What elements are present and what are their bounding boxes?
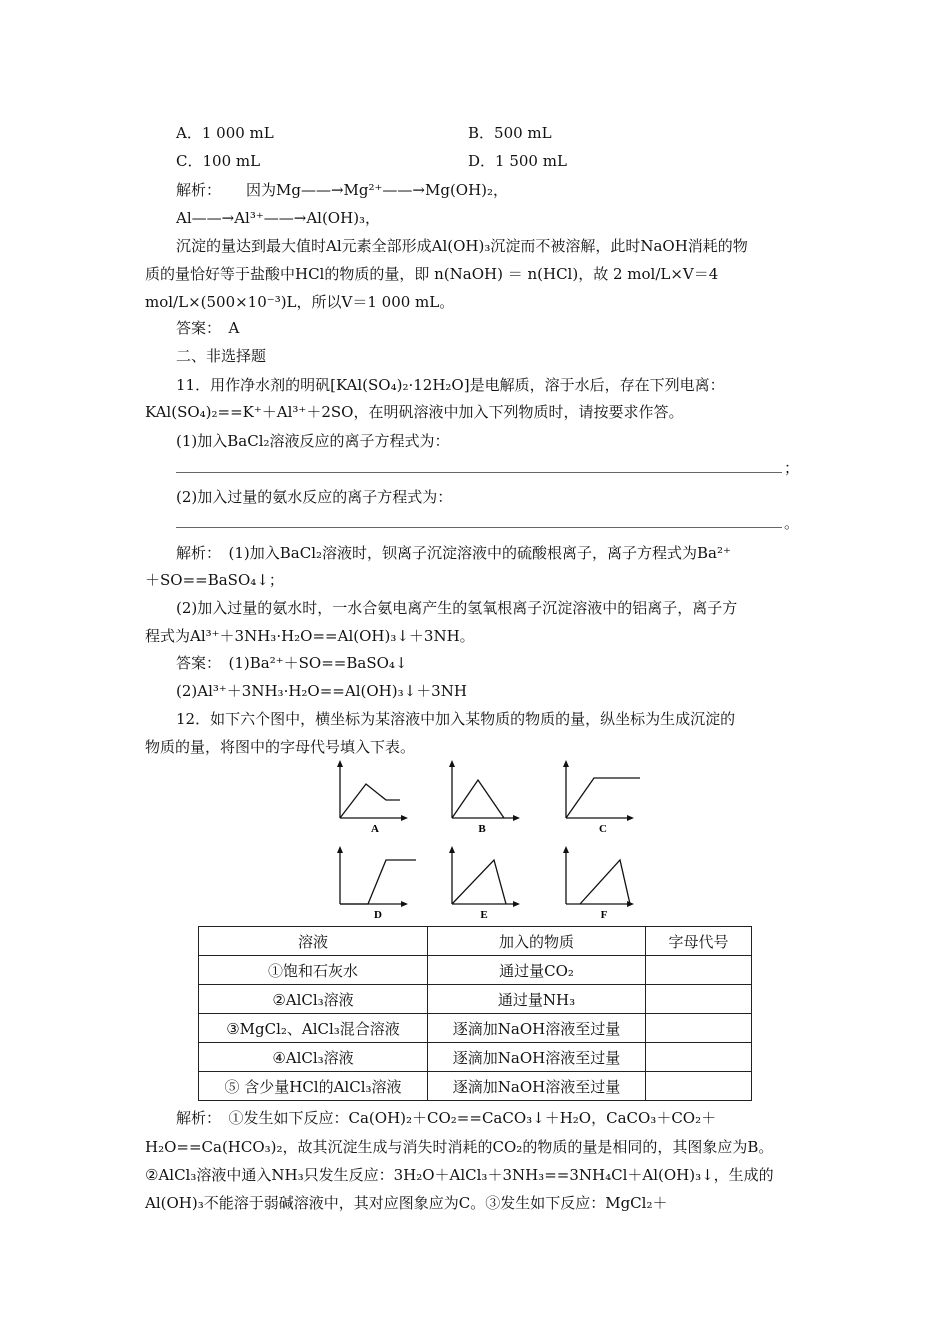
table-header: 字母代号	[646, 927, 752, 956]
q10-explanation-line-1: 因为Mg——→Mg²⁺——→Mg(OH)₂，	[246, 181, 509, 199]
table-cell-added: 逐滴加NaOH溶液至过量	[428, 1014, 646, 1043]
table-row	[199, 1072, 752, 1101]
q10-answer: 答案： A	[176, 319, 240, 337]
table-header: 溶液	[199, 927, 428, 956]
q11-part-2: (2)加入过量的氨水反应的离子方程式为：	[176, 488, 453, 506]
table-row	[199, 1014, 752, 1043]
q12-stem-line-2: 物质的量，将图中的字母代号填入下表。	[145, 738, 416, 756]
q12-explanation-line-1: 解析： ①发生如下反应：Ca(OH)₂＋CO₂==CaCO₃↓＋H₂O，CaCO₃＋CO₂＋	[176, 1109, 717, 1127]
table-cell-solution: ②AlCl₃溶液	[199, 985, 428, 1014]
graph-label-b: B	[478, 823, 486, 835]
q11-explanation-line-3: (2)加入过量的氨水时，一水合氨电离产生的氢氧根离子沉淀溶液中的铝离子，离子方	[176, 599, 738, 617]
q10-explanation-line-5: mol/L×(500×10⁻³)L，所以V＝1 000 mL。	[145, 293, 455, 311]
q10-explanation-label: 解析：	[176, 181, 222, 199]
option-c: C．100 mL	[176, 152, 261, 170]
section-heading: 二、非选择题	[176, 347, 267, 365]
graph-d	[330, 846, 420, 922]
graph-label-c: C	[599, 823, 607, 835]
q11-answer-blank-1	[176, 472, 782, 473]
q11-answer-line-1: 答案： (1)Ba²⁺＋SO==BaSO₄↓	[176, 654, 408, 672]
q10-explanation-line-2: Al——→Al³⁺——→Al(OH)₃，	[176, 209, 381, 227]
table-cell-letter[interactable]	[646, 956, 752, 985]
q10-explanation-line-3: 沉淀的量达到最大值时Al元素全部形成Al(OH)₃沉淀而不被溶解，此时NaOH消耗的物	[176, 237, 748, 255]
q12-explanation-line-3: ②AlCl₃溶液中通入NH₃只发生反应：3H₂O＋AlCl₃＋3NH₃==3NH₄Cl＋Al(OH)₃↓，生成的	[145, 1166, 774, 1184]
q11-stem-line-1: 11．用作净水剂的明矾[KAl(SO₄)₂·12H₂O]是电解质，溶于水后，存在下列电离：	[176, 376, 725, 394]
table-header: 加入的物质	[428, 927, 646, 956]
option-d: D．1 500 mL	[468, 152, 567, 170]
table-cell-solution: ⑤ 含少量HCl的AlCl₃溶液	[199, 1072, 428, 1101]
table-cell-solution: ④AlCl₃溶液	[199, 1043, 428, 1072]
graph-label-f: F	[600, 909, 608, 921]
graph-label-e: E	[480, 909, 488, 921]
q12-stem-line-1: 12．如下六个图中，横坐标为某溶液中加入某物质的物质的量，纵坐标为生成沉淀的	[176, 710, 736, 728]
table-cell-added: 逐滴加NaOH溶液至过量	[428, 1043, 646, 1072]
table-cell-added: 逐滴加NaOH溶液至过量	[428, 1072, 646, 1101]
option-a: A．1 000 mL	[176, 124, 274, 142]
q11-blank-1-end: ；	[784, 459, 800, 477]
answer-table	[198, 926, 752, 1101]
q11-stem-line-2: KAl(SO₄)₂==K⁺＋Al³⁺＋2SO，在明矾溶液中加入下列物质时，请按要求作答。	[145, 403, 684, 421]
table-cell-letter[interactable]	[646, 985, 752, 1014]
q12-explanation-line-4: Al(OH)₃不能溶于弱碱溶液中，其对应图象应为C。③发生如下反应：MgCl₂＋	[145, 1194, 668, 1212]
table-cell-solution: ③MgCl₂、AlCl₃混合溶液	[199, 1014, 428, 1043]
graph-c	[556, 760, 646, 836]
graph-b	[442, 760, 522, 836]
table-cell-added: 通过量CO₂	[428, 956, 646, 985]
table-cell-solution: ①饱和石灰水	[199, 956, 428, 985]
graph-label-a: A	[371, 823, 379, 835]
q11-explanation-line-4: 程式为Al³⁺＋3NH₃·H₂O==Al(OH)₃↓＋3NH。	[145, 627, 475, 645]
q11-part-1: (1)加入BaCl₂溶液反应的离子方程式为：	[176, 432, 450, 450]
graph-label-d: D	[374, 909, 382, 921]
table-row	[199, 956, 752, 985]
table-cell-added: 通过量NH₃	[428, 985, 646, 1014]
q11-blank-2-end: 。	[784, 514, 800, 532]
q12-explanation-line-2: H₂O==Ca(HCO₃)₂，故其沉淀生成与消失时消耗的CO₂的物质的量是相同的，其图象应为B。	[145, 1138, 774, 1156]
table-cell-letter[interactable]	[646, 1043, 752, 1072]
q11-answer-line-2: (2)Al³⁺＋3NH₃·H₂O==Al(OH)₃↓＋3NH	[176, 682, 467, 700]
table-header-row	[199, 927, 752, 956]
graph-a	[330, 760, 410, 836]
graph-f	[556, 846, 636, 922]
graph-e	[442, 846, 522, 922]
q11-explanation-line-1: 解析： (1)加入BaCl₂溶液时，钡离子沉淀溶液中的硫酸根离子，离子方程式为Ba²⁺	[176, 544, 731, 562]
table-row	[199, 1043, 752, 1072]
q11-answer-blank-2	[176, 527, 782, 528]
q10-explanation-line-4: 质的量恰好等于盐酸中HCl的物质的量，即 n(NaOH) ＝ n(HCl)，故 2 mol/L×V＝4	[145, 265, 719, 283]
table-cell-letter[interactable]	[646, 1072, 752, 1101]
q11-explanation-line-2: ＋SO==BaSO₄↓；	[145, 571, 284, 589]
option-b: B．500 mL	[468, 124, 552, 142]
table-cell-letter[interactable]	[646, 1014, 752, 1043]
table-row	[199, 985, 752, 1014]
